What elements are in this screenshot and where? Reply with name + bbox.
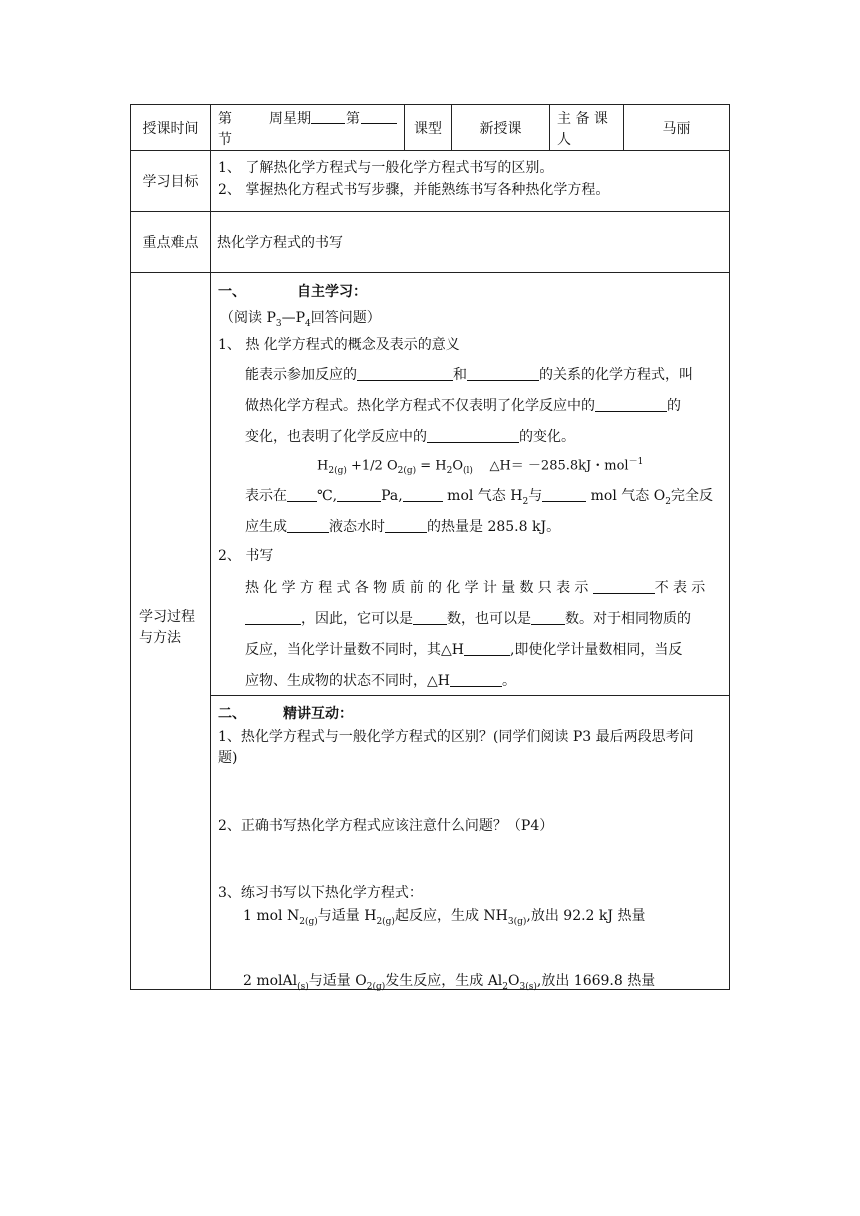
blank-dh-different (464, 640, 510, 656)
label-process-cell (131, 273, 211, 990)
q1-line4: 表示在 ℃, Pa, mol 气态 $H_2$与 mol 气态 $O_2$完全反 (245, 488, 713, 507)
q1-line2 (245, 395, 681, 415)
blank-not-meaning (245, 609, 301, 625)
key-points-value: 热化学方程式的书写 (211, 212, 730, 273)
blank-heat (467, 365, 539, 381)
hint-part-c: 回答问题） (310, 310, 381, 326)
exercise-1-b: 与适量 H (317, 908, 377, 924)
header-row (131, 105, 730, 151)
exercise-1: 1 mol $N_{2(g)}$与适量 $H_{2(g)}$起反应，生成 $NH_{3(g)}$,放出 92.2 kJ 热量 (243, 908, 646, 927)
exercise-1-d: ,放出 92.2 kJ 热量 (526, 908, 646, 924)
process-row-2 (131, 696, 730, 990)
blank-h2-moles (403, 486, 443, 502)
label-class-type: 课型 (405, 105, 452, 151)
q2-line3-a: 反应，当化学计量数不同时，其△H (245, 642, 464, 658)
q2-line4-a: 应物、生成物的状态不同时，△H (245, 673, 450, 689)
section-1-hint: （阅读 $P_3—P_4$回答问题） (220, 310, 381, 329)
class-type-value: 新授课 (452, 105, 550, 151)
q1-line3 (245, 426, 575, 446)
exercise-2-d: ,放出 1669.8 热量 (536, 973, 656, 989)
process-row-1 (131, 273, 730, 696)
q1-line1-b: 和 (453, 367, 467, 383)
q1-line1-a: 能表示参加反应的 (245, 367, 357, 383)
label-key-points: 重点难点 (131, 212, 211, 273)
q1-line4-f: mol 气态 O (590, 488, 666, 504)
q1-line4-c: Pa, (381, 488, 403, 504)
blank-water-moles (287, 517, 329, 533)
q1-line3-b: 的变化。 (519, 429, 575, 445)
q1-title: 1、 热 化学方程式的概念及表示的意义 (218, 337, 460, 353)
label-teacher-line1: 主 备 课 (557, 111, 608, 127)
exercise-2-c: 发生反应，生成 Al (385, 973, 503, 989)
q2-line1-a: 热化学方程式各物质前的化学计量数只表示 (245, 580, 593, 596)
blank-fraction (531, 609, 565, 625)
blank-heat-direction (385, 517, 427, 533)
blank-o2-moles (542, 486, 586, 502)
blank-integer (413, 609, 447, 625)
q2-line2-a: ，因此，它可以是 (301, 611, 413, 627)
q1-line5-a: 应生成 (245, 519, 287, 535)
exercise-2: 2 molAl$_{(s)}$与适量 $O_{2(g)}$发生反应，生成 $Al_2O_{3(s)}$,放出 1669.8 热量 (243, 973, 656, 992)
time-jie: 节 (218, 132, 232, 148)
q1-line2-a: 做热化学方程式。热化学方程式不仅表明了化学反应中的 (245, 398, 595, 414)
hint-part-a: （阅读 P (220, 310, 276, 326)
q1-line5-b: 液态水时 (329, 519, 385, 535)
blank-material (595, 396, 667, 412)
equation-unit-exponent: －1 (628, 457, 644, 467)
blank-reactant (357, 365, 453, 381)
q1-line3-a: 变化，也表明了化学反应中的 (245, 429, 427, 445)
q2-title: 2、 书写 (218, 548, 274, 564)
time-di2: 第 (346, 111, 360, 127)
section-2-number: 二、 (218, 706, 246, 722)
exercise-1-c: 起反应，生成 NH (394, 908, 508, 924)
s2-question-3: 3、练习书写以下热化学方程式： (218, 885, 423, 901)
q1-line2-b: 的 (667, 398, 681, 414)
blank-temperature (287, 486, 317, 502)
equation-delta-h: △H＝ －285.8kJ・mol (489, 458, 629, 474)
section-2-title: 精讲互动： (283, 706, 353, 722)
blank-energy (427, 427, 519, 443)
label-process-line1: 学习过程 (139, 609, 195, 625)
q1-line5 (245, 516, 560, 536)
goal-item-2: 2、 掌握热化方程式书写步骤，并能熟练书写各种热化学方程。 (218, 182, 610, 198)
q2-line3 (245, 639, 682, 659)
time-period-blank (361, 108, 397, 124)
label-goals: 学习目标 (131, 151, 211, 212)
time-week-blank (311, 108, 345, 124)
q2-line1-b: 不表示 (654, 580, 710, 596)
teacher-value: 马丽 (624, 105, 730, 151)
blank-meaning (593, 578, 655, 594)
q1-line1 (245, 364, 693, 384)
q1-line4-d: mol 气态 H (447, 488, 523, 504)
hint-part-b: —P (281, 310, 306, 326)
s2-question-1-line2: 题) (218, 750, 238, 766)
label-class-time: 授课时间 (131, 105, 211, 151)
section-1-title: 自主学习： (297, 284, 367, 300)
label-teacher-line2: 人 (557, 132, 571, 148)
interactive-cell (211, 696, 730, 990)
q2-line1 (245, 577, 710, 597)
q2-line4-b: 。 (501, 673, 516, 689)
s2-question-2: 2、正确书写热化学方程式应该注意什么问题？（P4） (218, 818, 554, 834)
lesson-plan-table (130, 104, 730, 990)
example-equation: $H_{2(g)} +1/2$ $O_{2(g)} = H_2O_{(l)}$ △H＝ －285.8kJ・mol$^{-1}$ (317, 457, 644, 476)
label-teacher-cell (550, 105, 624, 151)
q1-line4-a: 表示在 (245, 488, 287, 504)
q1-line1-c: 的关系的化学方程式，叫 (539, 367, 693, 383)
exercise-1-a: 1 mol N (243, 908, 300, 924)
class-time-cell (211, 105, 405, 151)
blank-dh-state (450, 671, 502, 687)
q1-line5-c: 的热量是 285.8 kJ。 (427, 519, 561, 535)
q2-line3-b: ,即使化学计量数相同，当反 (509, 642, 683, 658)
blank-pressure (337, 486, 381, 502)
q1-line4-g: 完全反 (670, 488, 713, 504)
q2-line2-b: 数，也可以是 (447, 611, 531, 627)
s2-question-1-line1: 1、热化学方程式与一般化学方程式的区别？(同学们阅读 P3 最后两段思考问 (218, 729, 694, 745)
q1-line4-b: ℃, (317, 488, 338, 504)
time-di: 第 (218, 111, 232, 127)
exercise-2-b: 与适量 O (308, 973, 367, 989)
time-week: 周星期 (269, 111, 311, 127)
q1-line4-e: 与 (528, 488, 543, 504)
label-process-line2: 与方法 (139, 630, 181, 646)
section-1-number: 一、 (218, 284, 246, 300)
q2-line4 (245, 670, 516, 690)
exercise-2-a: 2 molAl (243, 973, 298, 989)
goals-row (131, 151, 730, 212)
q2-line2-c: 数。对于相同物质的 (565, 611, 691, 627)
goal-item-1: 1、 了解热化学方程式与一般化学方程式书写的区别。 (218, 160, 554, 176)
goals-cell (211, 151, 730, 212)
q2-line2 (245, 608, 691, 628)
key-points-row (131, 212, 730, 273)
self-study-cell (211, 273, 730, 696)
